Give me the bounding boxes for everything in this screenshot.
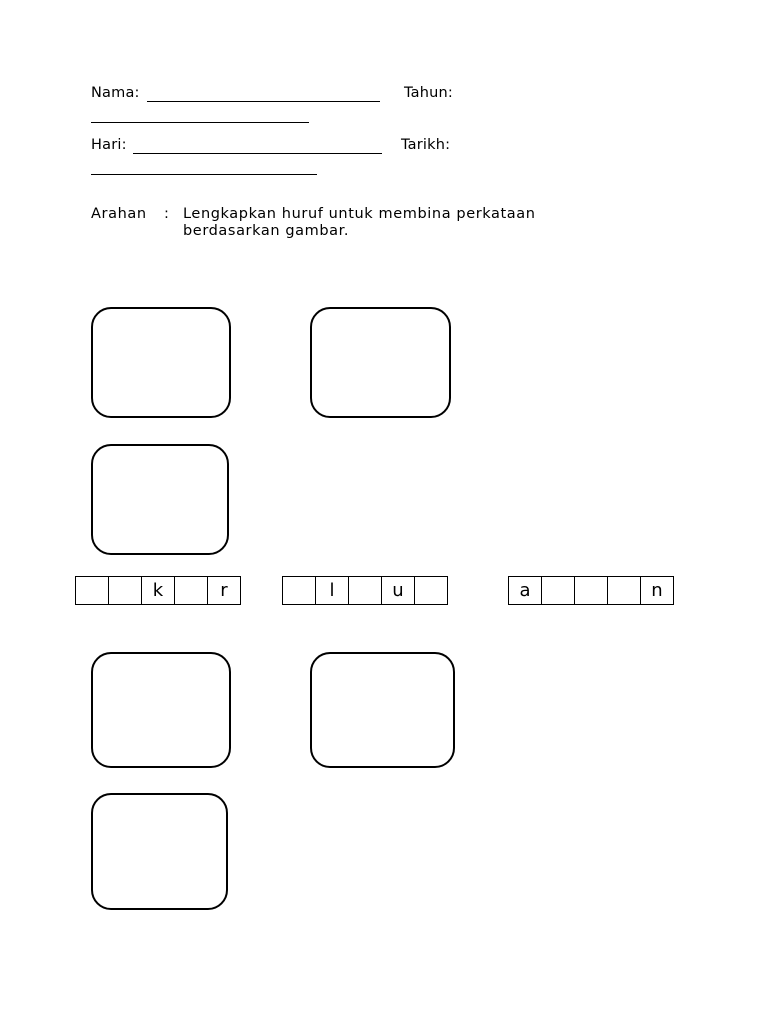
word-row-2 <box>282 576 448 605</box>
letter-cell[interactable]: n <box>640 576 674 605</box>
letter-cell[interactable] <box>75 576 109 605</box>
tarikh-label: Tarikh: <box>401 137 451 153</box>
picture-box-1 <box>91 307 231 418</box>
word-row-3 <box>508 576 674 605</box>
tahun-line[interactable] <box>91 122 309 123</box>
picture-box-4 <box>91 652 231 768</box>
instruction-line-2: berdasarkan gambar. <box>183 223 350 239</box>
letter-cell[interactable]: a <box>508 576 542 605</box>
hari-line[interactable] <box>133 153 382 154</box>
letter-cell[interactable] <box>282 576 316 605</box>
letter-cell[interactable] <box>541 576 575 605</box>
letter-cell[interactable] <box>574 576 608 605</box>
tarikh-line[interactable] <box>91 174 317 175</box>
letter-cell[interactable] <box>108 576 142 605</box>
word-row-1 <box>75 576 241 605</box>
letter-cell[interactable] <box>348 576 382 605</box>
letter-cell[interactable] <box>174 576 208 605</box>
instruction-label: Arahan <box>91 206 147 222</box>
picture-box-2 <box>310 307 451 418</box>
letter-cell[interactable] <box>607 576 641 605</box>
nama-label: Nama: <box>91 85 140 101</box>
letter-cell[interactable] <box>414 576 448 605</box>
tahun-label: Tahun: <box>404 85 453 101</box>
instruction-separator: : <box>164 206 170 222</box>
letter-cell[interactable]: r <box>207 576 241 605</box>
picture-box-6 <box>91 793 228 910</box>
instruction-line-1: Lengkapkan huruf untuk membina perkataan <box>183 206 536 222</box>
letter-cell[interactable]: k <box>141 576 175 605</box>
letter-cell[interactable]: l <box>315 576 349 605</box>
picture-box-3 <box>91 444 229 555</box>
picture-box-5 <box>310 652 455 768</box>
letter-cell[interactable]: u <box>381 576 415 605</box>
hari-label: Hari: <box>91 137 127 153</box>
nama-line[interactable] <box>147 101 380 102</box>
